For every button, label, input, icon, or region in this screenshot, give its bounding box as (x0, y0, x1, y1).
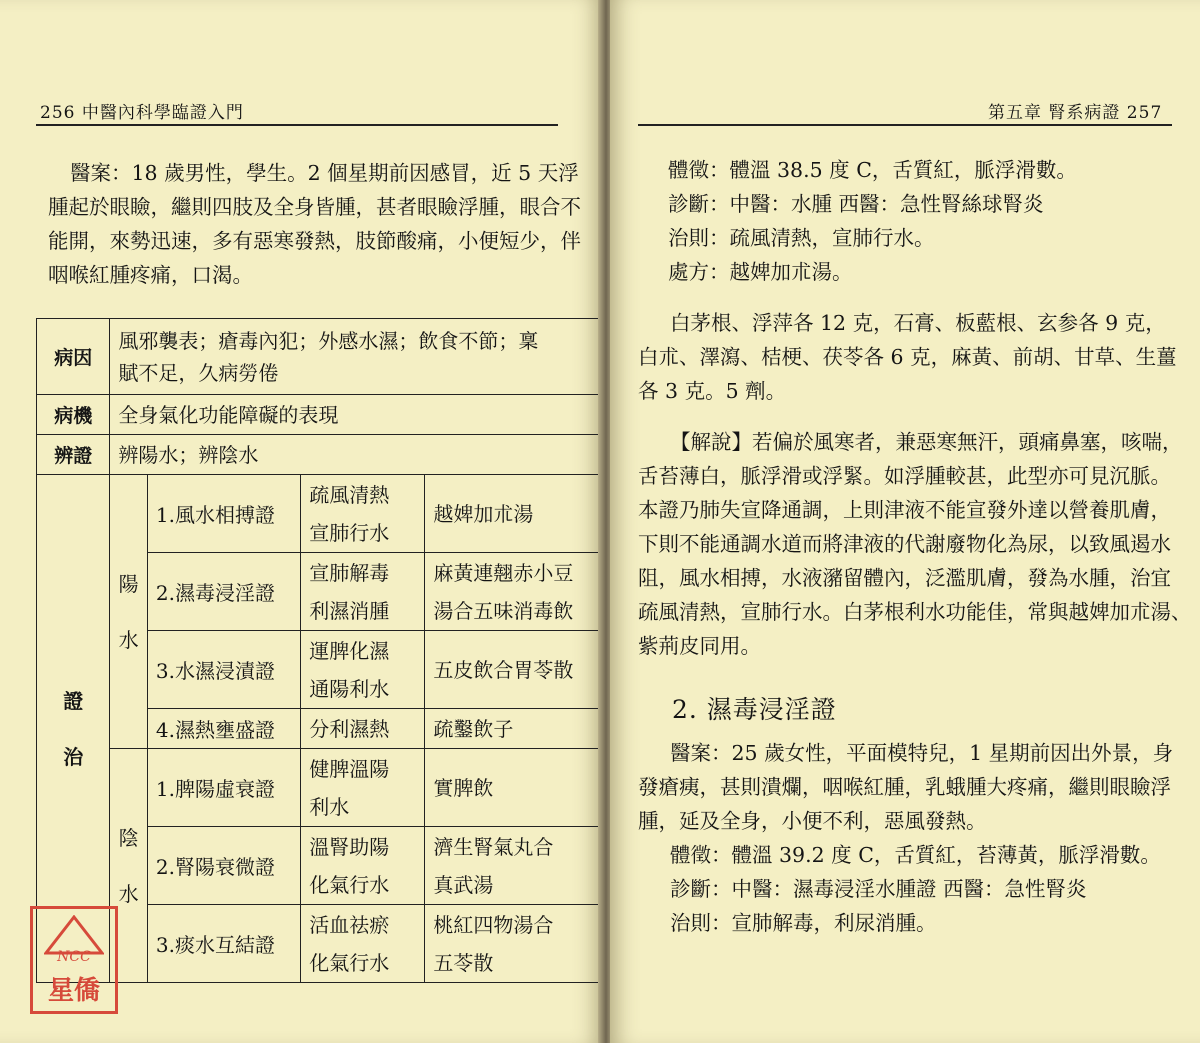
prescription-paragraph (638, 306, 1177, 408)
method-line: 宣肺行水 (309, 520, 390, 545)
right-page (610, 0, 1200, 1043)
syndrome-name: 1.風水相搏證 (147, 475, 300, 553)
section-heading: 2. 濕毒浸淫證 (672, 695, 837, 724)
mechanism-text: 全身氣化功能障礙的表現 (110, 395, 602, 435)
diagnosis-line: 診斷：中醫：水腫 西醫：急性腎絲球腎炎 (668, 192, 1044, 216)
formula: 實脾飲 (425, 749, 602, 827)
prescription-line: 各 3 克。5 劑。 (638, 379, 787, 403)
principle-line: 治則：疏風清熱，宣肺行水。 (668, 226, 935, 250)
case2-diagnosis-line: 診斷：中醫：濕毒浸淫水腫證 西醫：急性腎炎 (670, 877, 1087, 901)
stamp-ncc-text: NCC (57, 949, 91, 965)
formula-line: 越婢加朮湯 (433, 501, 534, 526)
case2-line: 醫案：25 歲女性，平面模特兒，1 星期前因出外景，身 (670, 741, 1174, 765)
case2-signs-line: 體徵：體溫 39.2 度 C，舌質紅，苔薄黃，脈浮滑數。 (670, 843, 1161, 867)
table-row (37, 749, 602, 827)
explanation-line: 舌苔薄白，脈浮滑或浮緊。如浮腫較甚，此型亦可見沉脈。 (638, 464, 1171, 488)
formula-line: 五皮飲合胃苓散 (433, 657, 574, 682)
yang-water-label (110, 475, 148, 749)
case2-paragraph (638, 736, 1174, 940)
treatment-label-bottom: 治 (63, 744, 84, 769)
explanation-paragraph (638, 425, 1192, 663)
syndrome-table (36, 318, 602, 983)
syndrome-name: 3.痰水互結證 (147, 905, 300, 983)
signs-block (668, 153, 1158, 289)
left-running-header: 256 中醫內科學臨證入門 (40, 103, 244, 123)
explanation-line: 疏風清熱，宣肺行水。白茅根利水功能佳，常與越婢加朮湯、 (638, 600, 1192, 624)
cause-label: 病因 (37, 319, 110, 395)
case-line: 能開，來勢迅速，多有惡寒發熱，肢節酸痛，小便短少，伴 (48, 229, 581, 253)
yang-label-top: 陽 (118, 571, 139, 596)
formula-line: 麻黃連翹赤小豆 (433, 560, 574, 585)
formula (425, 553, 602, 631)
yin-label-bottom: 水 (118, 881, 139, 906)
signs-line: 體徵：體溫 38.5 度 C，舌質紅，脈浮滑數。 (668, 158, 1077, 182)
method-line: 疏風清熱 (309, 482, 390, 507)
mechanism-label: 病機 (37, 395, 110, 435)
treatment-method (301, 475, 425, 553)
method-line: 化氣行水 (309, 872, 390, 897)
method-line: 宣肺解毒 (309, 560, 390, 585)
case2-principle-line: 治則：宣肺解毒，利尿消腫。 (670, 911, 937, 935)
treatment-method (301, 905, 425, 983)
formula (425, 905, 602, 983)
syndrome-name: 3.水濕浸漬證 (147, 631, 300, 709)
explanation-line: 下則不能通調水道而將津液的代謝廢物化為尿，以致風遏水 (638, 532, 1171, 556)
table-row (37, 475, 602, 553)
method-line: 活血祛瘀 (309, 912, 390, 937)
prescription-title-line: 處方：越婢加朮湯。 (668, 260, 853, 284)
explanation-line: 紫荊皮同用。 (638, 634, 761, 658)
formula (425, 475, 602, 553)
syndrome-name: 1.脾陽虛衰證 (147, 749, 300, 827)
method-line: 利濕消腫 (309, 598, 390, 623)
differentiation-text: 辨陽水；辨陰水 (110, 435, 602, 475)
method-line: 通陽利水 (309, 676, 390, 701)
formula (425, 827, 602, 905)
cause-text (110, 319, 602, 395)
method-line: 利水 (309, 794, 350, 819)
explanation-line: 阻，風水相搏，水液瀦留體內，泛濫肌膚，發為水腫，治宜 (638, 566, 1171, 590)
right-running-header: 第五章 腎系病證 257 (988, 103, 1163, 123)
formula (425, 631, 602, 709)
stamp-name-text: 星僑 (47, 976, 100, 1006)
method-line: 溫腎助陽 (309, 834, 390, 859)
treatment-method (301, 553, 425, 631)
formula-line: 五苓散 (433, 950, 494, 975)
formula-line: 真武湯 (433, 872, 494, 897)
explanation-line: 本證乃肺失宣降通調，上則津液不能宣發外達以營養肌膚， (638, 498, 1171, 522)
case-line: 腫起於眼瞼，繼則四肢及全身皆腫，甚者眼瞼浮腫，眼合不 (48, 195, 581, 219)
yin-label-top: 陰 (118, 825, 139, 850)
table-row (37, 395, 602, 435)
treatment-method: 分利濕熱 (301, 709, 425, 749)
case2-line: 腫，延及全身，小便不利，惡風發熱。 (638, 809, 987, 833)
cause-line: 賦不足，久病勞倦 (118, 360, 279, 385)
case-paragraph (48, 156, 581, 292)
right-header-rule (638, 124, 1172, 126)
prescription-line: 白茅根、浮萍各 12 克，石膏、板藍根、玄参各 9 克， (670, 311, 1166, 335)
case-line: 醫案：18 歲男性，學生。2 個星期前因感冒，近 5 天浮 (70, 161, 579, 185)
treatment-label-top: 證 (63, 688, 84, 713)
syndrome-name: 2.濕毒浸淫證 (147, 553, 300, 631)
method-line: 運脾化濕 (309, 638, 390, 663)
ncc-watermark-stamp (30, 906, 118, 1014)
table-row (37, 319, 602, 395)
table-row (37, 435, 602, 475)
method-line: 化氣行水 (309, 950, 390, 975)
case2-line: 發瘡痍，甚則潰爛，咽喉紅腫，乳蛾腫大疼痛，繼則眼瞼浮 (638, 775, 1171, 799)
formula: 疏鑿飲子 (425, 709, 602, 749)
treatment-method (301, 749, 425, 827)
prescription-line: 白朮、澤瀉、桔梗、茯苓各 6 克，麻黃、前胡、甘草、生薑 (638, 345, 1177, 369)
method-line: 健脾溫陽 (309, 756, 390, 781)
syndrome-name: 2.腎陽衰微證 (147, 827, 300, 905)
differentiation-label: 辨證 (37, 435, 110, 475)
treatment-method (301, 827, 425, 905)
left-header-rule (36, 124, 558, 126)
syndrome-name: 4.濕熱壅盛證 (147, 709, 300, 749)
formula-line: 濟生腎氣丸合 (433, 834, 554, 859)
formula-line: 湯合五味消毒飲 (433, 598, 574, 623)
case-line: 咽喉紅腫疼痛，口渴。 (48, 263, 253, 287)
explanation-line: 【解說】若偏於風寒者，兼惡寒無汗，頭痛鼻塞，咳喘， (670, 430, 1183, 454)
yang-label-bottom: 水 (118, 627, 139, 652)
cause-line: 風邪襲表；瘡毒內犯；外感水濕；飲食不節；稟 (118, 328, 539, 353)
treatment-method (301, 631, 425, 709)
formula-line: 桃紅四物湯合 (433, 912, 554, 937)
